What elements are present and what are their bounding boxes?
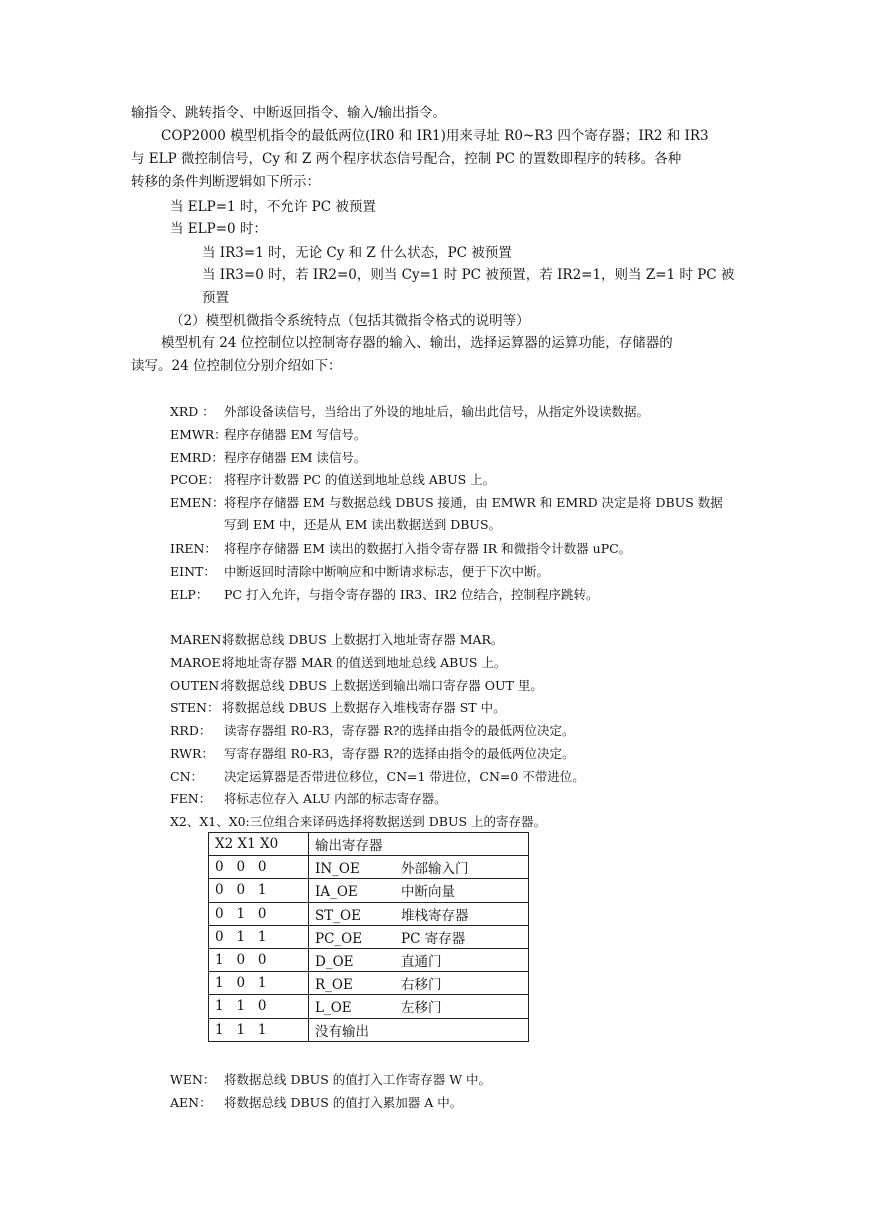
definition-key: STEN：: [170, 700, 220, 715]
definition-text: 将数据总线 DBUS 上数据打入地址寄存器 MAR。: [222, 632, 504, 647]
bits-cell: 0 1 0: [209, 902, 309, 925]
register-code: ST_OE: [315, 907, 361, 924]
table-row: [209, 902, 529, 925]
section-heading: （2）模型机微指令系统特点（包括其微指令格式的说明等）: [170, 313, 530, 329]
definition-text: 将程序存储器 EM 读出的数据打入指令寄存器 IR 和微指令计数器 uPC。: [224, 541, 632, 556]
definition-key: EMWR：: [170, 427, 227, 442]
register-select-table: [208, 832, 529, 1042]
definition-text: 写寄存器组 R0-R3，寄存器 R?的选择由指令的最低两位决定。: [224, 746, 575, 761]
table-row: [209, 948, 529, 971]
table-row: [209, 856, 529, 879]
definition-text: 将数据总线 DBUS 上数据存入堆栈寄存器 ST 中。: [222, 700, 506, 715]
register-name: 外部输入门: [401, 861, 469, 878]
condition-line: 当 ELP=1 时，不允许 PC 被预置: [170, 199, 376, 215]
bits-cell: 1 1 0: [209, 995, 309, 1018]
definition-text: 读寄存器组 R0-R3，寄存器 R?的选择由指令的最低两位决定。: [224, 723, 575, 738]
paragraph-line: 读写。24 位控制位分别介绍如下：: [131, 358, 342, 374]
table-row: [209, 972, 529, 995]
register-cell: [309, 1018, 529, 1041]
definition-text: PC 打入允许，与指令寄存器的 IR3、IR2 位结合，控制程序跳转。: [224, 587, 599, 602]
table-row: [209, 879, 529, 902]
definition-text: 程序存储器 EM 写信号。: [224, 427, 367, 442]
register-name: 右移门: [401, 977, 442, 994]
bits-cell: 0 1 1: [209, 925, 309, 948]
register-name: 堆栈寄存器: [401, 907, 469, 924]
definition-text: 程序存储器 EM 读信号。: [224, 450, 367, 465]
definition-key: EMEN：: [170, 495, 225, 510]
register-cell: [309, 995, 529, 1018]
condition-line: 当 IR3=0 时，若 IR2=0，则当 Cy=1 时 PC 被预置，若 IR2=1，则当 Z=1 时 PC 被: [202, 267, 735, 283]
definition-key: IREN：: [170, 541, 217, 556]
definition-key: RWR：: [170, 746, 214, 761]
definition-text: 将地址寄存器 MAR 的值送到地址总线 ABUS 上。: [222, 655, 507, 670]
intro-line: 输指令、跳转指令、中断返回指令、输入/输出指令。: [131, 105, 447, 121]
bits-cell: 1 1 1: [209, 1018, 309, 1041]
register-name: 中断向量: [401, 884, 455, 901]
definition-key: MAROE：: [170, 655, 234, 670]
definition-key: CN：: [170, 769, 204, 784]
definition-text: 将程序存储器 EM 与数据总线 DBUS 接通，由 EMWR 和 EMRD 决定是将 DBUS 数据: [224, 495, 723, 510]
paragraph-line: 与 ELP 微控制信号，Cy 和 Z 两个程序状态信号配合，控制 PC 的置数即程序的转移。各种: [131, 151, 682, 167]
register-cell: [309, 879, 529, 902]
register-cell: [309, 925, 529, 948]
definition-key: RRD：: [170, 723, 212, 738]
definition-text: 外部设备读信号，当给出了外设的地址后，输出此信号，从指定外设读数据。: [224, 404, 650, 419]
definition-text: 将程序计数器 PC 的值送到地址总线 ABUS 上。: [224, 472, 496, 487]
definition-key: WEN：: [170, 1072, 216, 1087]
definition-key: OUTEN：: [170, 678, 232, 693]
register-code: IA_OE: [315, 884, 358, 901]
definition-text: 将标志位存入 ALU 内部的标志寄存器。: [224, 791, 447, 806]
definition-key: AEN：: [170, 1095, 212, 1110]
definition-key: MAREN：: [170, 632, 234, 647]
register-name: PC 寄存器: [401, 930, 466, 947]
condition-line: 当 ELP=0 时：: [170, 221, 267, 237]
register-code: R_OE: [315, 977, 353, 994]
bits-cell: 0 0 1: [209, 879, 309, 902]
bits-cell: 0 0 0: [209, 856, 309, 879]
register-name: 左移门: [401, 1000, 442, 1017]
header-cell: 输出寄存器: [309, 833, 529, 856]
condition-line: 预置: [202, 290, 229, 306]
definition-text: 将数据总线 DBUS 的值打入累加器 A 中。: [224, 1095, 463, 1110]
bits-cell: 1 0 0: [209, 948, 309, 971]
table-row: [209, 995, 529, 1018]
definition-key: XRD ：: [170, 404, 215, 419]
definition-text: 中断返回时清除中断响应和中断请求标志，便于下次中断。: [224, 564, 550, 579]
paragraph-line: 转移的条件判断逻辑如下所示：: [131, 174, 320, 190]
table-row: [209, 925, 529, 948]
register-cell: [309, 972, 529, 995]
definition-key: ELP：: [170, 587, 209, 602]
register-code: IN_OE: [315, 861, 360, 878]
definition-text: 决定运算器是否带进位移位，CN=1 带进位，CN=0 不带进位。: [224, 769, 585, 784]
definition-continuation: 写到 EM 中，还是从 EM 读出数据送到 DBUS。: [224, 517, 502, 532]
register-cell: [309, 948, 529, 971]
definition-text: 将数据总线 DBUS 的值打入工作寄存器 W 中。: [224, 1072, 492, 1087]
register-cell: [309, 902, 529, 925]
bits-cell: 1 0 1: [209, 972, 309, 995]
register-code: D_OE: [315, 954, 354, 971]
definition-key: EINT：: [170, 564, 216, 579]
paragraph-line: COP2000 模型机指令的最低两位(IR0 和 IR1)用来寻址 R0~R3 四个寄存器；IR2 和 IR3: [161, 128, 709, 144]
table-row: [209, 1018, 529, 1041]
table-header-row: [209, 833, 529, 856]
definition-key: PCOE：: [170, 472, 220, 487]
header-cell: X2 X1 X0: [209, 833, 309, 856]
register-code: L_OE: [315, 1000, 352, 1017]
condition-line: 当 IR3=1 时，无论 Cy 和 Z 什么状态，PC 被预置: [202, 245, 512, 261]
register-code: PC_OE: [315, 930, 363, 947]
x-bits-description: X2、X1、X0:三位组合来译码选择将数据送到 DBUS 上的寄存器。: [170, 814, 547, 829]
register-cell: [309, 856, 529, 879]
register-name: 直通门: [401, 954, 442, 971]
register-code: 没有输出: [315, 1023, 369, 1040]
definition-key: EMRD：: [170, 450, 224, 465]
definition-key: FEN：: [170, 791, 212, 806]
paragraph-line: 模型机有 24 位控制位以控制寄存器的输入、输出，选择运算器的运算功能，存储器的: [161, 335, 673, 351]
definition-text: 将数据总线 DBUS 上数据送到输出端口寄存器 OUT 里。: [222, 678, 543, 693]
